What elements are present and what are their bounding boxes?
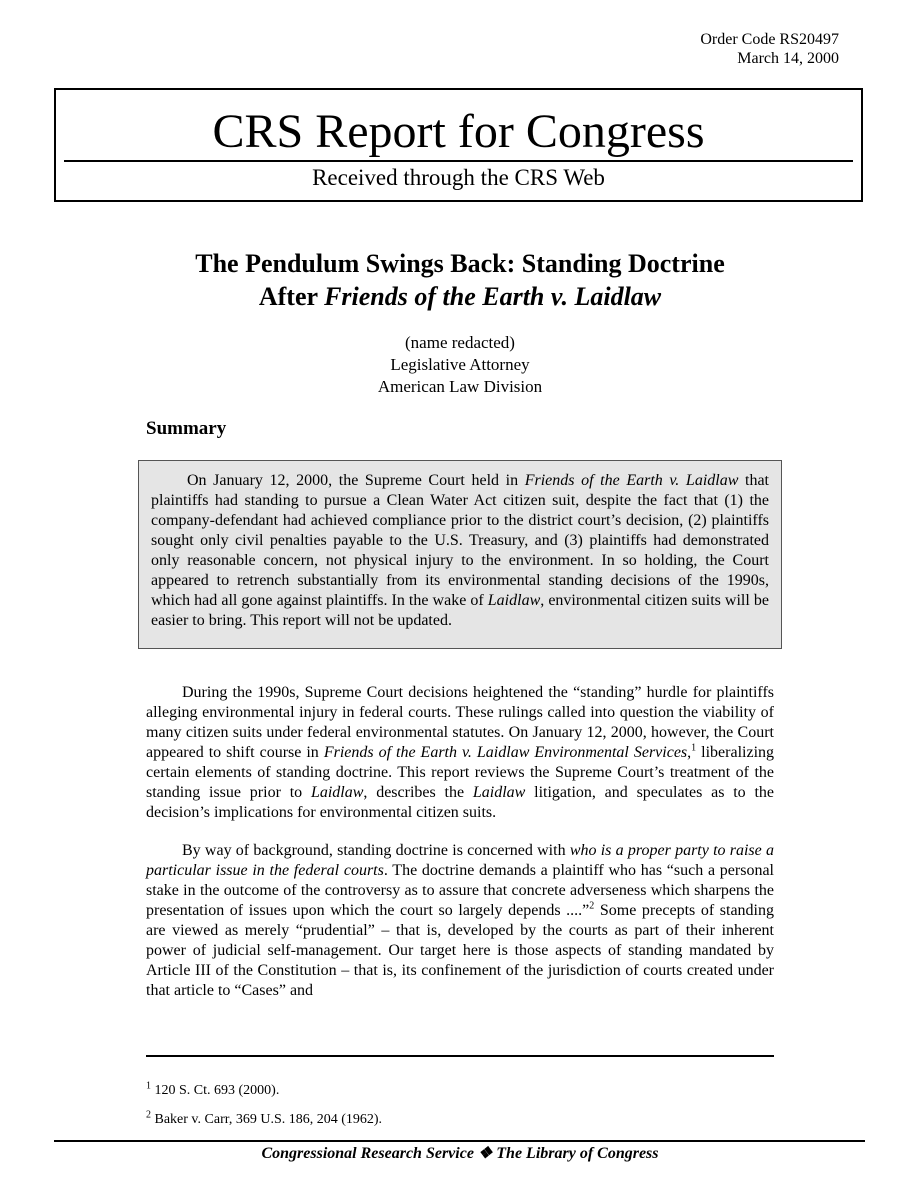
report-title-line2	[0, 280, 920, 313]
body-text	[146, 683, 774, 1019]
p1-text-a: During the 1990s, Supreme Court decisions heightened the “standing” hurdle for plaintiffs alleging environmental injury in federal courts. These rulings called into question the viability of many citizen suits under federal environmental statutes. On January 12, 2000, however, the Court appeared to shift course in	[146, 684, 774, 761]
p1-text-d: litigation, and speculates as to the decision’s implications for environmental citizen suits.	[146, 784, 775, 821]
body-paragraph-2	[146, 841, 774, 1001]
order-code: Order Code RS20497	[700, 31, 839, 48]
p2-text-c: Some precepts of standing are viewed as merely “prudential” – that is, developed by the courts as part of their inherent power of judicial self-management. Our target here is those aspects of standing mandated by Article III of the Constitution – that is, its confinement of the jurisdiction of courts created under that article to “Cases” and	[146, 902, 774, 999]
body-paragraph-1: During the 1990s, Supreme Court decisions heightened the “standing” hurdle for plaintiffs alleging environmental injury in federal courts. These rulings called into question the viability of many citizen suits under federal environmental statutes. On January 12, 2000, however, the Court appeared to shift course in Friends of the Earth v. Laidlaw Environmental Services,$^1$ liberalizing certain elements of standing doctrine. This report reviews the Supreme Court’s treatment of the standing issue prior to Laidlaw, describes the Laidlaw litigation, and speculates as to the decision’s implications for environmental citizen suits.	[146, 684, 775, 821]
report-title-prefix: After	[258, 282, 318, 311]
author-name: (name redacted)	[405, 333, 515, 352]
summary-heading: Summary	[146, 418, 227, 439]
footnote-1	[146, 1076, 382, 1105]
summary-case-name: Friends of the Earth v. Laidlaw	[524, 472, 739, 489]
summary-text-3: , environmental citizen suits will be easier to bring. This report will not be updated.	[151, 592, 770, 629]
footnotes	[146, 1076, 382, 1134]
footer-separator-icon: ❖	[477, 1145, 493, 1162]
banner-divider	[64, 160, 853, 162]
footer-divider	[54, 1140, 865, 1142]
crs-banner	[54, 88, 863, 202]
footnote-ref-2: 2	[589, 900, 595, 912]
footnote-2-text: Baker v. Carr, 369 U.S. 186, 204 (1962).	[151, 1112, 383, 1127]
summary-box	[138, 460, 782, 649]
p1-text-c: , describes the	[363, 784, 473, 801]
summary-case-short: Laidlaw	[487, 592, 541, 609]
footnote-1-text: 120 S. Ct. 693 (2000).	[151, 1083, 280, 1098]
footnote-ref-1: 1	[691, 742, 697, 754]
order-info	[700, 30, 839, 68]
summary-text-2: that plaintiffs had standing to pursue a Clean Water Act citizen suit, despite the fact that (1) the company-defendant had achieved compliance prior to the district court’s decision, (2) plaintiffs sought only civil penalties payable to the U.S. Treasury, and (3) plaintiffs had demonstrated only reasonable concern, not physical injury to the environment. In so holding, the Court appeared to retrench substantially from its environmental standing decisions of the 1990s, which had all gone against plaintiffs. In the wake of	[151, 472, 769, 609]
page-footer	[0, 1144, 920, 1164]
footnote-2	[146, 1105, 382, 1134]
footnote-2-num: 2	[146, 1109, 151, 1121]
footer-crs: Congressional Research Service	[261, 1145, 474, 1162]
p2-emphasis: who is a proper party to raise a particular issue in the federal courts	[146, 842, 774, 879]
footer-loc: The Library of Congress	[496, 1145, 659, 1162]
report-title-line1: The Pendulum Swings Back: Standing Doctrine	[195, 249, 725, 278]
p1-case-3: Laidlaw	[472, 784, 526, 801]
author-block	[0, 332, 920, 398]
summary-text-1: On January 12, 2000, the Supreme Court held in	[187, 472, 525, 489]
p1-case-2: Laidlaw	[310, 784, 364, 801]
report-date: March 14, 2000	[737, 50, 839, 67]
summary-paragraph	[151, 471, 769, 631]
p2-text-b: . The doctrine demands a plaintiff who has “such a personal stake in the outcome of the controversy as to assure that concrete adverseness which sharpens the presentation of issues upon which the court so largely depends ....”	[146, 862, 775, 919]
p1-case-1: Friends of the Earth v. Laidlaw Environmental Services	[323, 744, 688, 761]
author-position: Legislative Attorney	[390, 355, 530, 374]
p2-text-a: By way of background, standing doctrine is concerned with	[182, 842, 570, 859]
report-title-case: Friends of the Earth v. Laidlaw	[324, 282, 662, 311]
footnote-1-num: 1	[146, 1080, 151, 1092]
report-title	[0, 247, 920, 313]
footnote-divider	[146, 1055, 774, 1057]
p1-text-b: liberalizing certain elements of standing doctrine. This report reviews the Supreme Court’s treatment of the standing issue prior to	[146, 744, 775, 801]
author-division: American Law Division	[377, 377, 543, 396]
banner-subtitle: Received through the CRS Web	[312, 165, 605, 190]
banner-title: CRS Report for Congress	[212, 105, 705, 158]
